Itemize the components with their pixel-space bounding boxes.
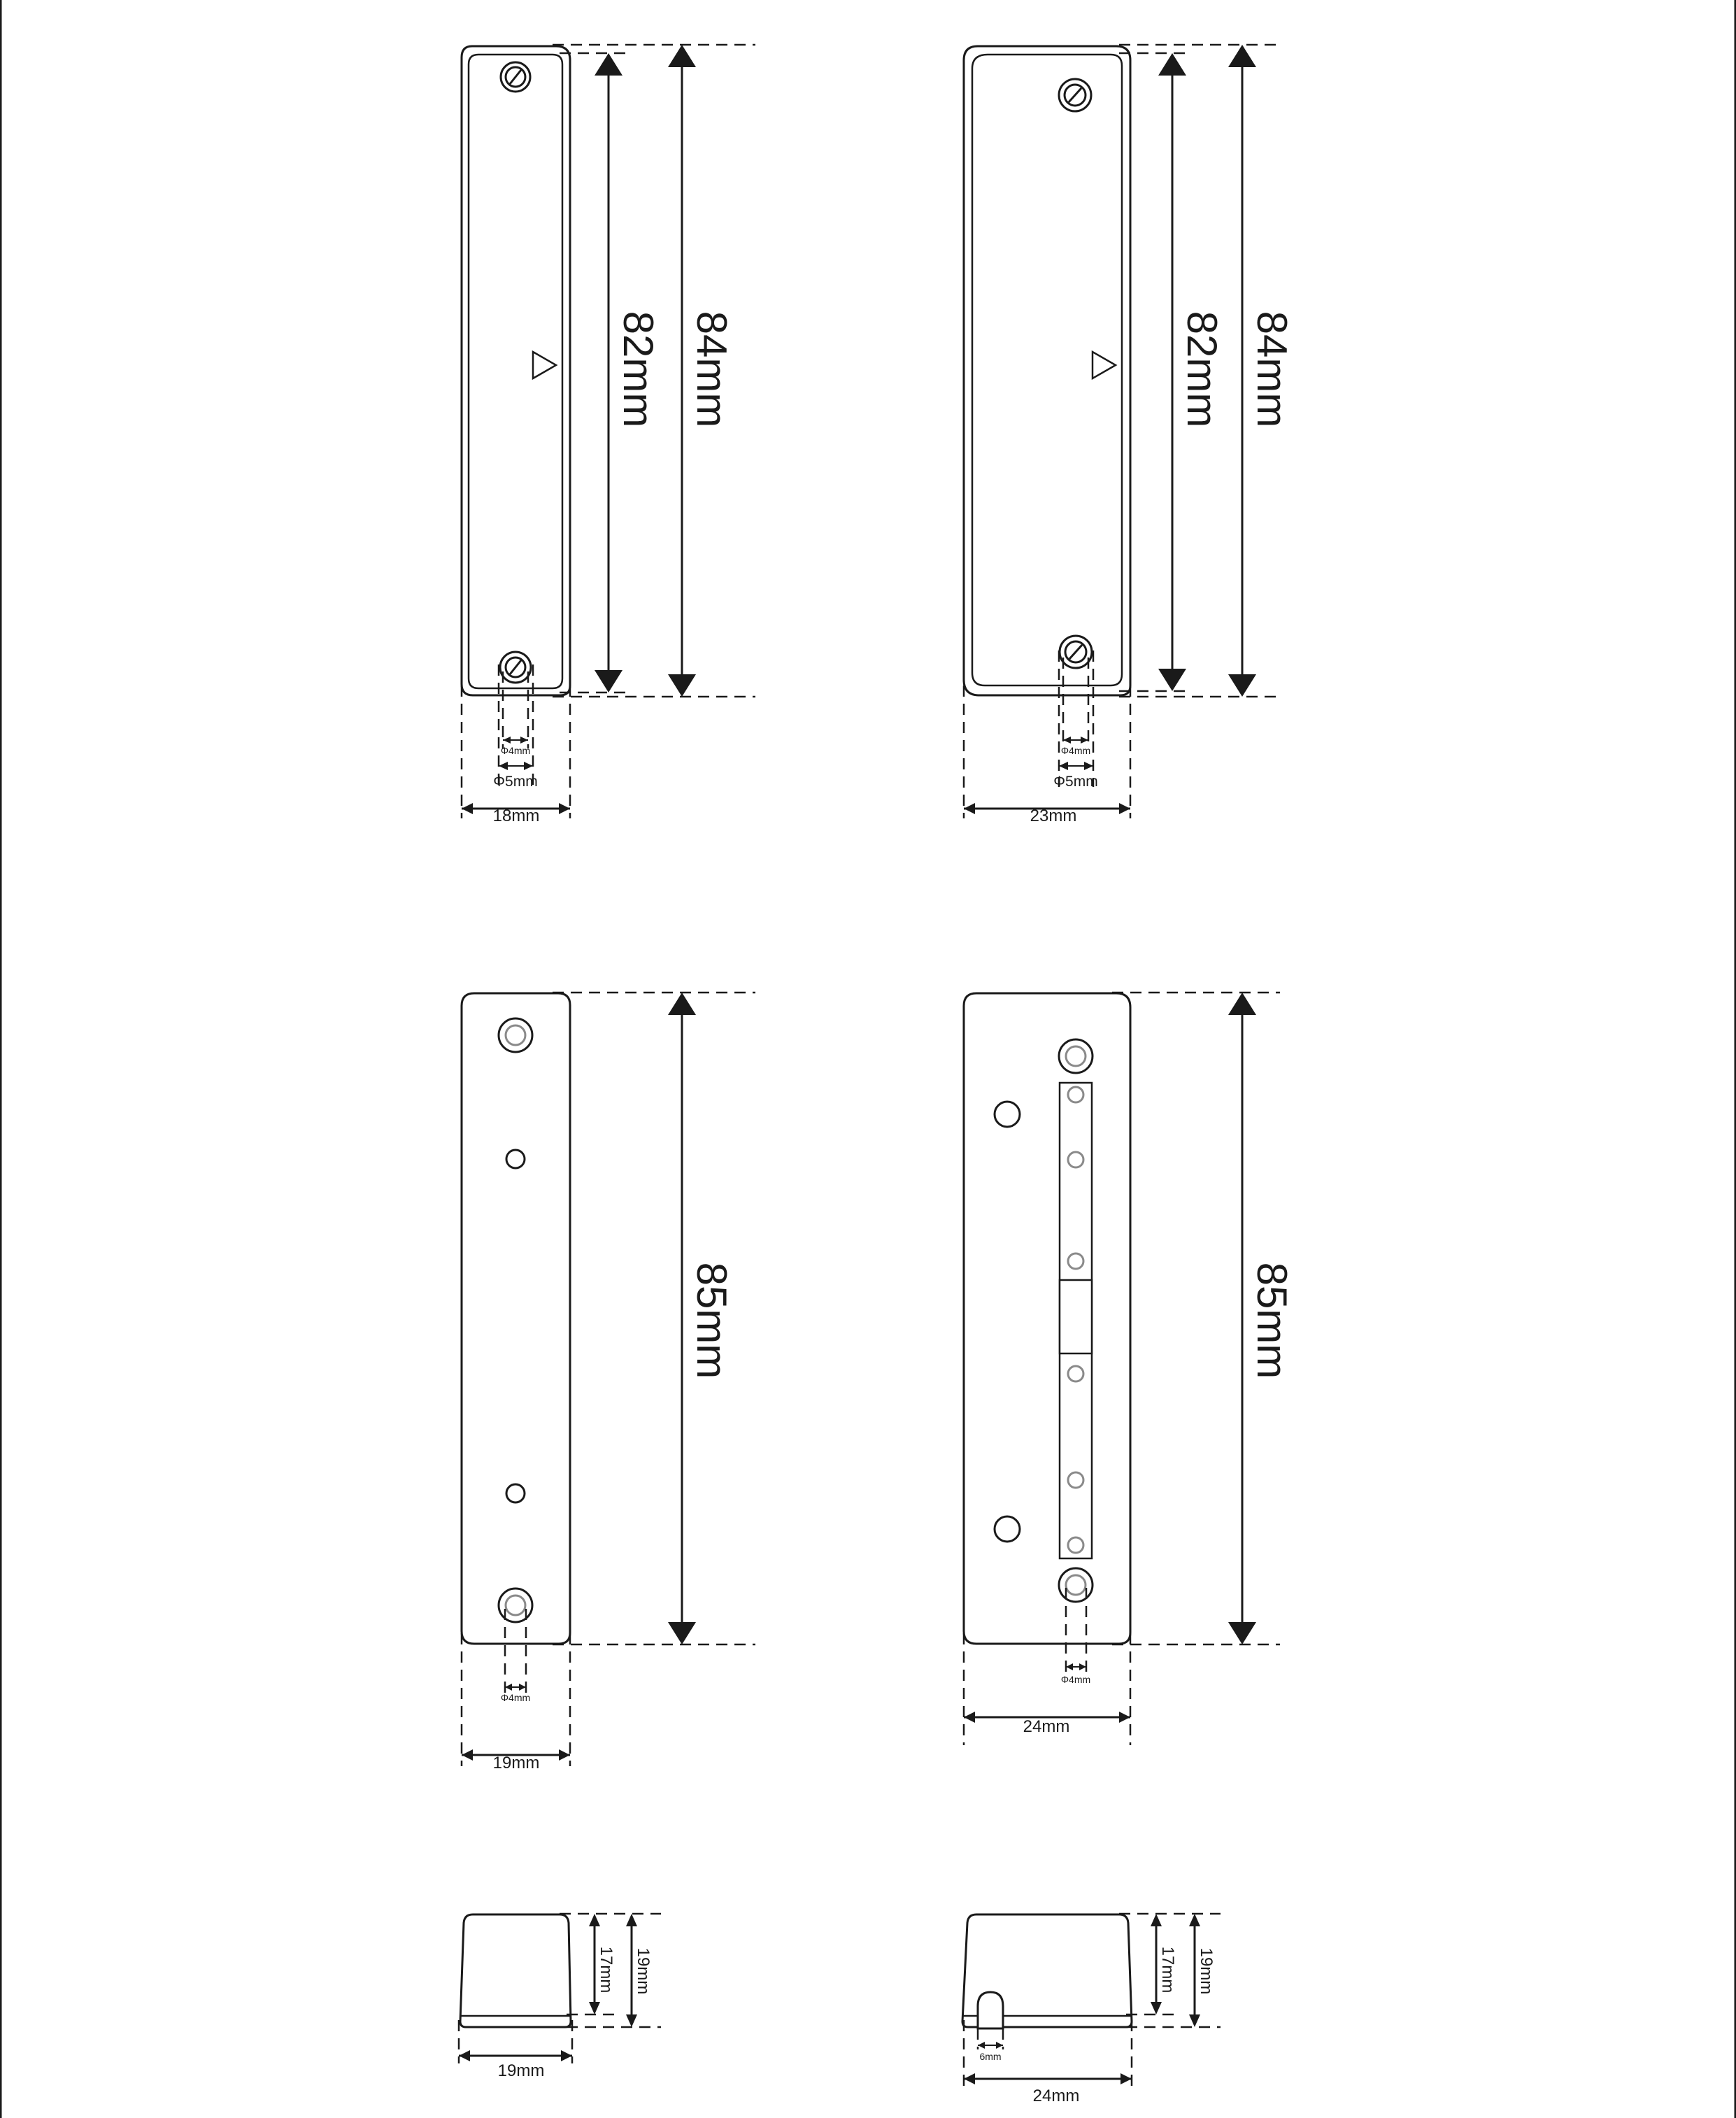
tl-dim-hole-large-arrow-r bbox=[524, 762, 533, 770]
view-top-left bbox=[462, 45, 755, 825]
ml-dim-hole-arrow-l bbox=[505, 1684, 512, 1691]
mr-rail-center-block bbox=[1060, 1280, 1092, 1353]
bl-height-outer-label: 19mm bbox=[634, 1947, 653, 1995]
mr-dim-height-arrow-top bbox=[1228, 993, 1256, 1015]
tl-hole-small-label: Φ4mm bbox=[500, 745, 531, 756]
mr-dim-hole-arrow-l bbox=[1066, 1663, 1073, 1670]
tr-hole-small-label: Φ4mm bbox=[1060, 745, 1091, 756]
ml-mount-hole-bottom-inner bbox=[506, 1595, 525, 1615]
tl-dim-hole-large-arrow-l bbox=[499, 762, 508, 770]
tl-height-inner-label: 82mm bbox=[615, 311, 662, 428]
tl-hole-large-label: Φ5mm bbox=[493, 774, 538, 790]
br-dim-slot-arrow-l bbox=[978, 2042, 985, 2049]
ml-height-label: 85mm bbox=[688, 1262, 735, 1379]
view-middle-right bbox=[964, 993, 1295, 1745]
view-middle-left bbox=[462, 993, 755, 1772]
br-cable-slot bbox=[978, 1992, 1003, 2028]
bl-dim-width-arrow-r bbox=[561, 2050, 572, 2061]
br-dim-outer-arrow-top bbox=[1189, 1914, 1200, 1926]
tr-dim-outer-arrow-bottom bbox=[1228, 674, 1256, 697]
ml-dim-height-arrow-top bbox=[668, 993, 696, 1015]
tr-height-inner-label: 82mm bbox=[1179, 311, 1225, 428]
view-bottom-left bbox=[459, 1914, 661, 2080]
mr-rail-hole-3 bbox=[1068, 1253, 1083, 1269]
bl-dim-width-arrow-l bbox=[459, 2050, 470, 2061]
tr-dim-outer-arrow-top bbox=[1228, 45, 1256, 67]
mr-housing bbox=[964, 993, 1130, 1644]
tl-dim-hole-small-arrow-l bbox=[503, 737, 511, 744]
br-dim-outer-arrow-bottom bbox=[1189, 2014, 1200, 2027]
ml-dim-width-arrow-r bbox=[559, 1749, 570, 1761]
tl-dim-width-arrow-l bbox=[462, 803, 473, 814]
tl-height-outer-label: 84mm bbox=[688, 311, 735, 428]
br-dim-width-arrow-r bbox=[1120, 2073, 1132, 2084]
view-top-right bbox=[964, 45, 1295, 825]
ml-housing bbox=[462, 993, 570, 1644]
bl-dim-outer-arrow-bottom bbox=[626, 2014, 637, 2027]
mr-width-label: 24mm bbox=[1023, 1717, 1070, 1736]
br-dim-slot-arrow-r bbox=[996, 2042, 1003, 2049]
tr-dim-inner-arrow-bottom bbox=[1158, 669, 1186, 691]
tl-dim-hole-small-arrow-r bbox=[520, 737, 528, 744]
ml-width-label: 19mm bbox=[492, 1754, 540, 1772]
tl-dim-outer-arrow-bottom bbox=[668, 674, 696, 697]
tr-dim-inner-arrow-top bbox=[1158, 53, 1186, 76]
mr-rail-hole-5 bbox=[1068, 1472, 1083, 1488]
ml-dim-hole-arrow-r bbox=[519, 1684, 526, 1691]
tl-dim-outer-arrow-top bbox=[668, 45, 696, 67]
mr-hole-label: Φ4mm bbox=[1060, 1674, 1091, 1685]
tr-width-label: 23mm bbox=[1030, 806, 1077, 825]
mr-dim-height-arrow-bottom bbox=[1228, 1622, 1256, 1644]
br-dim-inner-arrow-bottom bbox=[1151, 2002, 1162, 2014]
tl-dim-inner-arrow-bottom bbox=[595, 670, 622, 692]
tr-dim-hole-small-arrow-l bbox=[1063, 737, 1071, 744]
mr-rail-hole-4 bbox=[1068, 1366, 1083, 1381]
bl-height-inner-label: 17mm bbox=[597, 1946, 616, 1993]
bl-width-label: 19mm bbox=[497, 2061, 545, 2080]
br-dim-inner-arrow-top bbox=[1151, 1914, 1162, 1926]
tr-dim-width-arrow-r bbox=[1119, 803, 1130, 814]
ml-dim-width-arrow-l bbox=[462, 1749, 473, 1761]
br-dim-width-arrow-l bbox=[964, 2073, 975, 2084]
bl-end-profile bbox=[460, 1914, 571, 2027]
tl-housing bbox=[462, 46, 570, 695]
tr-dim-width-arrow-l bbox=[964, 803, 975, 814]
bl-dim-outer-arrow-top bbox=[626, 1914, 637, 1926]
mr-side-hole-lower bbox=[995, 1516, 1020, 1542]
bl-dim-inner-arrow-bottom bbox=[589, 2002, 600, 2014]
ml-mount-hole-top-inner bbox=[506, 1025, 525, 1045]
br-height-outer-label: 19mm bbox=[1197, 1947, 1216, 1995]
br-height-inner-label: 17mm bbox=[1158, 1946, 1177, 1993]
ml-dim-height-arrow-bottom bbox=[668, 1622, 696, 1644]
tl-dim-width-arrow-r bbox=[559, 803, 570, 814]
tr-dim-hole-large-arrow-r bbox=[1084, 762, 1093, 770]
br-slot-label: 6mm bbox=[979, 2051, 1002, 2062]
mr-side-hole-upper bbox=[995, 1102, 1020, 1127]
tr-dim-hole-large-arrow-l bbox=[1059, 762, 1068, 770]
mr-mount-hole-top-inner bbox=[1066, 1046, 1086, 1066]
bl-dim-inner-arrow-top bbox=[589, 1914, 600, 1926]
mr-rail-hole-1 bbox=[1068, 1087, 1083, 1102]
tr-height-outer-label: 84mm bbox=[1248, 311, 1295, 428]
mr-rail-hole-2 bbox=[1068, 1152, 1083, 1167]
mr-dim-hole-arrow-r bbox=[1079, 1663, 1086, 1670]
ml-hole-label: Φ4mm bbox=[500, 1692, 531, 1703]
ml-pin-hole-lower bbox=[506, 1484, 525, 1502]
tl-dim-inner-arrow-top bbox=[595, 53, 622, 76]
view-bottom-right bbox=[962, 1914, 1221, 2105]
br-width-label: 24mm bbox=[1032, 2087, 1080, 2105]
ml-pin-hole-upper bbox=[506, 1150, 525, 1168]
mr-dim-width-arrow-r bbox=[1119, 1712, 1130, 1723]
tr-hole-large-label: Φ5mm bbox=[1053, 774, 1098, 790]
tl-width-label: 18mm bbox=[492, 806, 540, 825]
mr-height-label: 85mm bbox=[1248, 1262, 1295, 1379]
mr-mount-hole-bottom-inner bbox=[1066, 1575, 1086, 1595]
mr-dim-width-arrow-l bbox=[964, 1712, 975, 1723]
mr-rail-hole-6 bbox=[1068, 1537, 1083, 1553]
tr-dim-hole-small-arrow-r bbox=[1081, 737, 1088, 744]
